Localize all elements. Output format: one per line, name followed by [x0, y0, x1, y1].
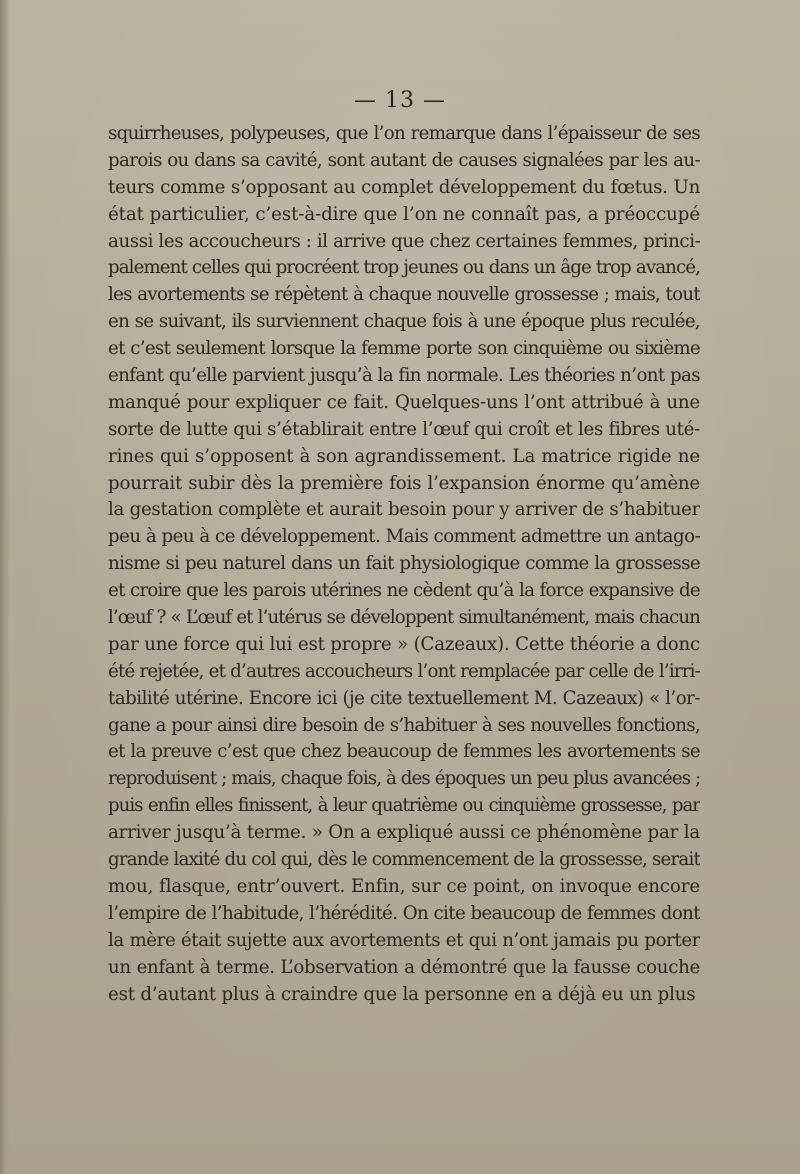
- text-line: squirrheuses, polypeuses, que l’on remarque dans l’épaisseur de ses: [108, 123, 700, 144]
- text-line: teurs comme s’opposant au complet développement du fœtus. Un: [108, 176, 700, 198]
- text-line: nisme si peu naturel dans un fait physiologique comme la grossesse: [108, 553, 700, 575]
- text-line: et croire que les parois utérines ne cèdent qu’à la force expansive de: [108, 580, 700, 602]
- text-line: palement celles qui procréent trop jeunes ou dans un âge trop avancé,: [108, 257, 700, 279]
- body-text: [108, 121, 700, 1008]
- text-line: et la preuve c’est que chez beaucoup de femmes les avortements se: [108, 741, 700, 763]
- text-line: enfant qu’elle parvient jusqu’à la fin normale. Les théories n’ont pas: [108, 365, 700, 387]
- text-line: sorte de lutte qui s’établirait entre l’œuf qui croît et les fibres uté-: [108, 418, 700, 440]
- text-line: parois ou dans sa cavité, sont autant de causes signalées par les au-: [108, 149, 700, 171]
- text-line: aussi les accoucheurs : il arrive que chez certaines femmes, princi-: [108, 230, 700, 252]
- text-line: puis enfin elles finissent, à leur quatrième ou cinquième grossesse, par: [108, 795, 700, 817]
- text-line: été rejetée, et d’autres accoucheurs l’ont remplacée par celle de l’irri-: [108, 660, 700, 682]
- text-line: par une force qui lui est propre » (Cazeaux). Cette théorie a donc: [108, 633, 700, 655]
- text-line: pourrait subir dès la première fois l’expansion énorme qu’amène: [108, 472, 700, 494]
- text-line: la gestation complète et aurait besoin pour y arriver de s’habituer: [108, 499, 700, 521]
- text-line: peu à peu à ce développement. Mais comment admettre un antago-: [108, 526, 700, 548]
- text-line: état particulier, c’est-à-dire que l’on ne connaît pas, a préoccupé: [108, 203, 700, 225]
- page-number: — 13 —: [354, 88, 446, 113]
- text-line: tabilité utérine. Encore ici (je cite textuellement M. Cazeaux) « l’or-: [108, 687, 700, 709]
- text-line: manqué pour expliquer ce fait. Quelques-uns l’ont attribué à une: [108, 391, 700, 413]
- text-line: la mère était sujette aux avortements et qui n’ont jamais pu porter: [108, 929, 700, 951]
- text-line: rines qui s’opposent à son agrandissement. La matrice rigide ne: [108, 445, 700, 467]
- text-line: les avortements se répètent à chaque nouvelle grossesse ; mais, tout: [108, 284, 700, 306]
- text-line: arriver jusqu’à terme. » On a expliqué aussi ce phénomène par la: [108, 822, 700, 844]
- text-line: est d’autant plus à craindre que la personne en a déjà eu un plus: [108, 983, 696, 1005]
- text-line: mou, flasque, entr’ouvert. Enfin, sur ce point, on invoque encore: [108, 875, 700, 897]
- page-binding-edge: [0, 0, 10, 1174]
- text-line: en se suivant, ils surviennent chaque fois à une époque plus reculée,: [108, 311, 700, 333]
- text-line: grande laxité du col qui, dès le commencement de la grossesse, serait: [108, 849, 700, 871]
- text-line: un enfant à terme. L’observation a démontré que la fausse couche: [108, 956, 700, 978]
- text-line: l’empire de l’habitude, l’hérédité. On cite beaucoup de femmes dont: [108, 902, 700, 924]
- text-line: l’œuf ? « L’œuf et l’utérus se développent simultanément, mais chacun: [108, 607, 700, 629]
- text-line: gane a pour ainsi dire besoin de s’habituer à ses nouvelles fonctions,: [108, 714, 700, 736]
- text-line: reproduisent ; mais, chaque fois, à des époques un peu plus avancées ;: [108, 768, 700, 790]
- text-line: et c’est seulement lorsque la femme porte son cinquième ou sixième: [108, 338, 700, 360]
